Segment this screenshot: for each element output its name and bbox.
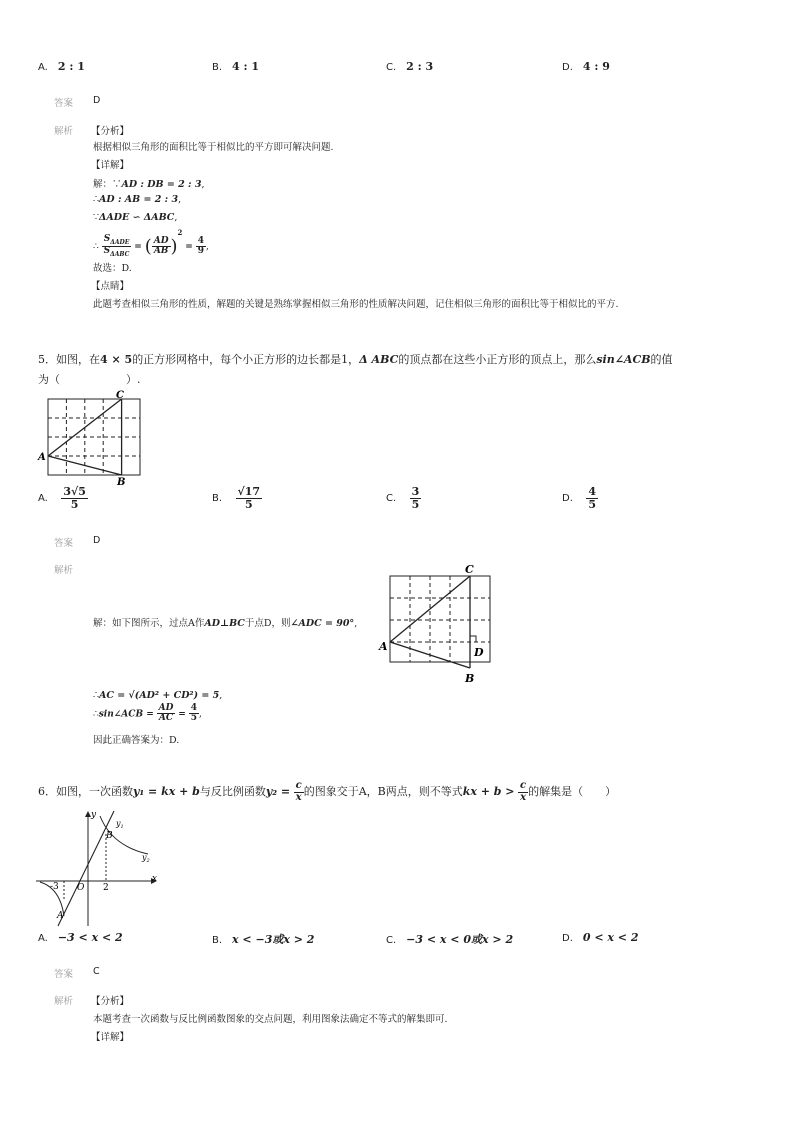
text: x <box>295 791 302 803</box>
text: ΔABC <box>110 250 130 258</box>
q4-answer-label: 答案 <box>54 98 74 109</box>
text: √17 <box>237 485 261 498</box>
q6-option-b[interactable] <box>212 931 314 947</box>
math: sin∠ACB <box>596 353 651 366</box>
text: = <box>178 709 186 720</box>
math: AD⊥BC <box>204 618 245 629</box>
segment-ab <box>390 642 470 668</box>
text: 的正方形网格中，每个小正方形的边长都是1， <box>132 353 360 366</box>
text: 的解集是（ ） <box>528 785 617 798</box>
math: ΔADE ∽ ΔABC <box>99 212 175 223</box>
q5-stem-line-2: 为（ ）. <box>38 373 141 386</box>
q5-grid-figure <box>36 388 148 486</box>
option-fraction <box>410 486 422 510</box>
text: ∴ <box>93 690 100 701</box>
text: y <box>142 853 147 862</box>
label-a: A <box>38 452 46 463</box>
option-fraction <box>61 486 88 510</box>
q6-option-a[interactable] <box>38 931 123 944</box>
text: 的值 <box>650 353 673 366</box>
label-d: D <box>474 646 484 659</box>
option-letter: A. <box>38 62 48 73</box>
text: y <box>116 819 121 828</box>
label-c: C <box>116 390 124 401</box>
q5-option-c[interactable] <box>386 486 421 510</box>
math: y₂ = <box>265 785 291 798</box>
label-y-axis: y <box>91 810 97 820</box>
q6-answer-label: 答案 <box>54 969 74 980</box>
label-y1 <box>115 819 124 830</box>
fraction-side-ratio <box>152 237 171 257</box>
option-letter: C. <box>386 935 397 946</box>
option-value: 2 : 3 <box>406 60 434 73</box>
right-angle-mark <box>470 636 476 642</box>
text: 5 <box>411 497 420 511</box>
q4-option-b[interactable] <box>212 60 259 73</box>
option-letter: A. <box>38 933 48 944</box>
option-letter: A. <box>38 492 48 504</box>
option-letter: D. <box>562 62 573 73</box>
math: kx + b > <box>462 785 515 798</box>
text: ∴ <box>93 194 100 205</box>
text: 5 <box>244 497 253 511</box>
q6-option-c[interactable] <box>386 931 513 947</box>
fraction-ad-ac <box>157 704 176 724</box>
q6-function-graph <box>36 806 164 930</box>
option-letter: C. <box>386 62 397 73</box>
q6-option-d[interactable] <box>562 931 639 944</box>
text: , <box>198 709 202 720</box>
q5-analysis-label: 解析 <box>54 565 74 576</box>
q4-analysis-label: 解析 <box>54 126 74 137</box>
option-value: 2 : 1 <box>57 60 85 73</box>
fraction-result <box>189 704 199 724</box>
math: Δ ABC <box>359 353 399 366</box>
math: sin∠ACB = <box>98 709 154 720</box>
text: 解：如下图所示，过点A作 <box>93 618 205 629</box>
tick-label-neg3: -3 <box>50 882 59 892</box>
math: y₁ = kx + b <box>133 785 200 798</box>
option-fraction <box>236 486 263 510</box>
question-number: 5． <box>38 353 56 366</box>
math: AD : DB = 2 : 3 <box>121 179 202 190</box>
option-letter: D. <box>562 933 573 944</box>
text: 4 <box>190 703 197 713</box>
text: x <box>520 791 527 803</box>
fraction-result <box>196 237 206 257</box>
q4-comment-header: 【点睛】 <box>91 281 130 292</box>
q4-line-2 <box>93 194 181 205</box>
text: AC <box>158 713 174 724</box>
q4-analysis-header: 【分析】 <box>91 126 130 137</box>
text: , <box>174 212 178 223</box>
text: 于点D，则 <box>244 618 291 629</box>
math: ∠ADC = 90° <box>290 618 355 629</box>
label-b: B <box>106 831 113 841</box>
text: ∴ <box>93 709 99 720</box>
text: ΔADE <box>110 238 130 246</box>
option-value: x < −3或x > 2 <box>232 933 315 946</box>
text: 2 <box>177 228 183 237</box>
q4-answer: D <box>93 95 101 106</box>
q6-detail-header: 【详解】 <box>91 1032 130 1043</box>
label-b: B <box>465 672 475 685</box>
text: 9 <box>197 246 204 256</box>
label-b: B <box>117 477 126 486</box>
text: ∵ <box>93 212 100 223</box>
text: = <box>185 242 193 252</box>
q4-comment-text: 此题考查相似三角形的性质，解题的关键是熟练掌握相似三角形的性质解决问题，记住相似三角形的面积比等于相似比的平方. <box>93 299 619 310</box>
q4-option-c[interactable] <box>386 60 433 73</box>
q4-conclusion: 故选：D. <box>93 263 132 274</box>
q4-line-4: ∴ $\frac{S_{\Delta ADE}}{S_{\Delta ABC}}$ = ( $\frac{AD}{AB}$ )$^2$ = $\frac{4}{9}$ , <box>93 228 209 258</box>
option-value: 4 : 1 <box>232 60 260 73</box>
text: ∴ <box>93 242 99 252</box>
label-origin: O <box>77 883 85 893</box>
q4-detail-header: 【详解】 <box>91 160 130 171</box>
fraction-c-x <box>294 781 304 803</box>
q4-line-3 <box>93 212 177 223</box>
option-letter: B. <box>212 492 223 504</box>
line-y1 <box>58 811 114 926</box>
q6-analysis-label: 解析 <box>54 996 74 1007</box>
q5-solution-line <box>93 615 357 629</box>
label-c: C <box>465 563 474 576</box>
text: 与反比例函数 <box>199 785 266 798</box>
text: 的图象交于A，B两点，则不等式 <box>303 785 463 798</box>
q5-answer: D <box>93 535 101 546</box>
q5-option-b[interactable] <box>212 486 262 510</box>
label-a: A <box>57 911 64 921</box>
q6-stem <box>38 781 616 803</box>
option-letter: D. <box>562 492 573 504</box>
question-number: 6． <box>38 785 56 798</box>
label-a: A <box>379 640 388 653</box>
text: , <box>205 242 209 252</box>
text: AB <box>153 246 169 256</box>
fraction-c-x <box>518 781 528 803</box>
text: , <box>201 179 205 190</box>
text: 3 <box>411 485 420 498</box>
q5-conclusion: 因此正确答案为：D. <box>93 735 180 746</box>
q5-option-d[interactable] <box>562 486 598 510</box>
math: 4 × 5 <box>100 353 133 366</box>
text: S <box>103 233 111 244</box>
q4-option-a[interactable] <box>38 60 85 73</box>
tick-label-2: 2 <box>103 883 109 893</box>
q5-stem-line-1 <box>38 351 673 367</box>
option-value: 0 < x < 2 <box>582 931 639 944</box>
q6-answer: C <box>93 966 100 977</box>
q4-option-d[interactable] <box>562 60 610 73</box>
text: , <box>178 194 182 205</box>
option-letter: B. <box>212 62 223 73</box>
text: , <box>354 618 358 629</box>
q4-analysis-text: 根据相似三角形的面积比等于相似比的平方即可解决问题. <box>93 142 334 153</box>
fraction-area-ratio <box>102 235 132 258</box>
text: 5 <box>190 713 197 724</box>
text: = <box>134 242 142 252</box>
option-fraction <box>586 486 598 510</box>
text: c <box>295 780 302 791</box>
text: AD <box>158 703 174 713</box>
text: 4 <box>197 235 204 246</box>
option-value: −3 < x < 2 <box>57 931 123 944</box>
q6-analysis-header: 【分析】 <box>91 996 130 1007</box>
q5-line-sin <box>93 704 202 724</box>
q5-solution-figure <box>374 560 500 688</box>
text: , <box>219 690 223 701</box>
option-letter: C. <box>386 492 397 504</box>
math: AD : AB = 2 : 3 <box>99 194 179 205</box>
label-x-axis: x <box>152 874 158 884</box>
q4-line-1 <box>93 176 204 190</box>
option-value: 4 : 9 <box>582 60 610 73</box>
text: 的顶点都在这些小正方形的顶点上，那么 <box>398 353 597 366</box>
text: 5 <box>70 497 79 511</box>
option-value: −3 < x < 0或x > 2 <box>406 933 514 946</box>
q5-line-ac <box>93 690 222 701</box>
text: 如图，在 <box>56 353 100 366</box>
option-letter: B. <box>212 935 223 946</box>
text: 4 <box>588 485 597 498</box>
text: 5 <box>588 497 597 511</box>
text: 如图，一次函数 <box>56 785 133 798</box>
text: AD <box>153 235 169 246</box>
q5-answer-label: 答案 <box>54 538 74 549</box>
q6-analysis-text: 本题考查一次函数与反比例函数图象的交点问题，利用图象法确定不等式的解集即可. <box>93 1014 448 1025</box>
math: AC = √(AD² + CD²) = 5 <box>99 690 220 701</box>
text: c <box>520 780 527 791</box>
text: 1 <box>120 824 124 830</box>
text: 解：∵ <box>93 179 122 190</box>
text: 2 <box>146 858 150 864</box>
text: 3√5 <box>63 485 86 498</box>
label-y2 <box>141 853 150 864</box>
text: S <box>103 246 111 256</box>
q5-option-a[interactable] <box>38 486 88 510</box>
